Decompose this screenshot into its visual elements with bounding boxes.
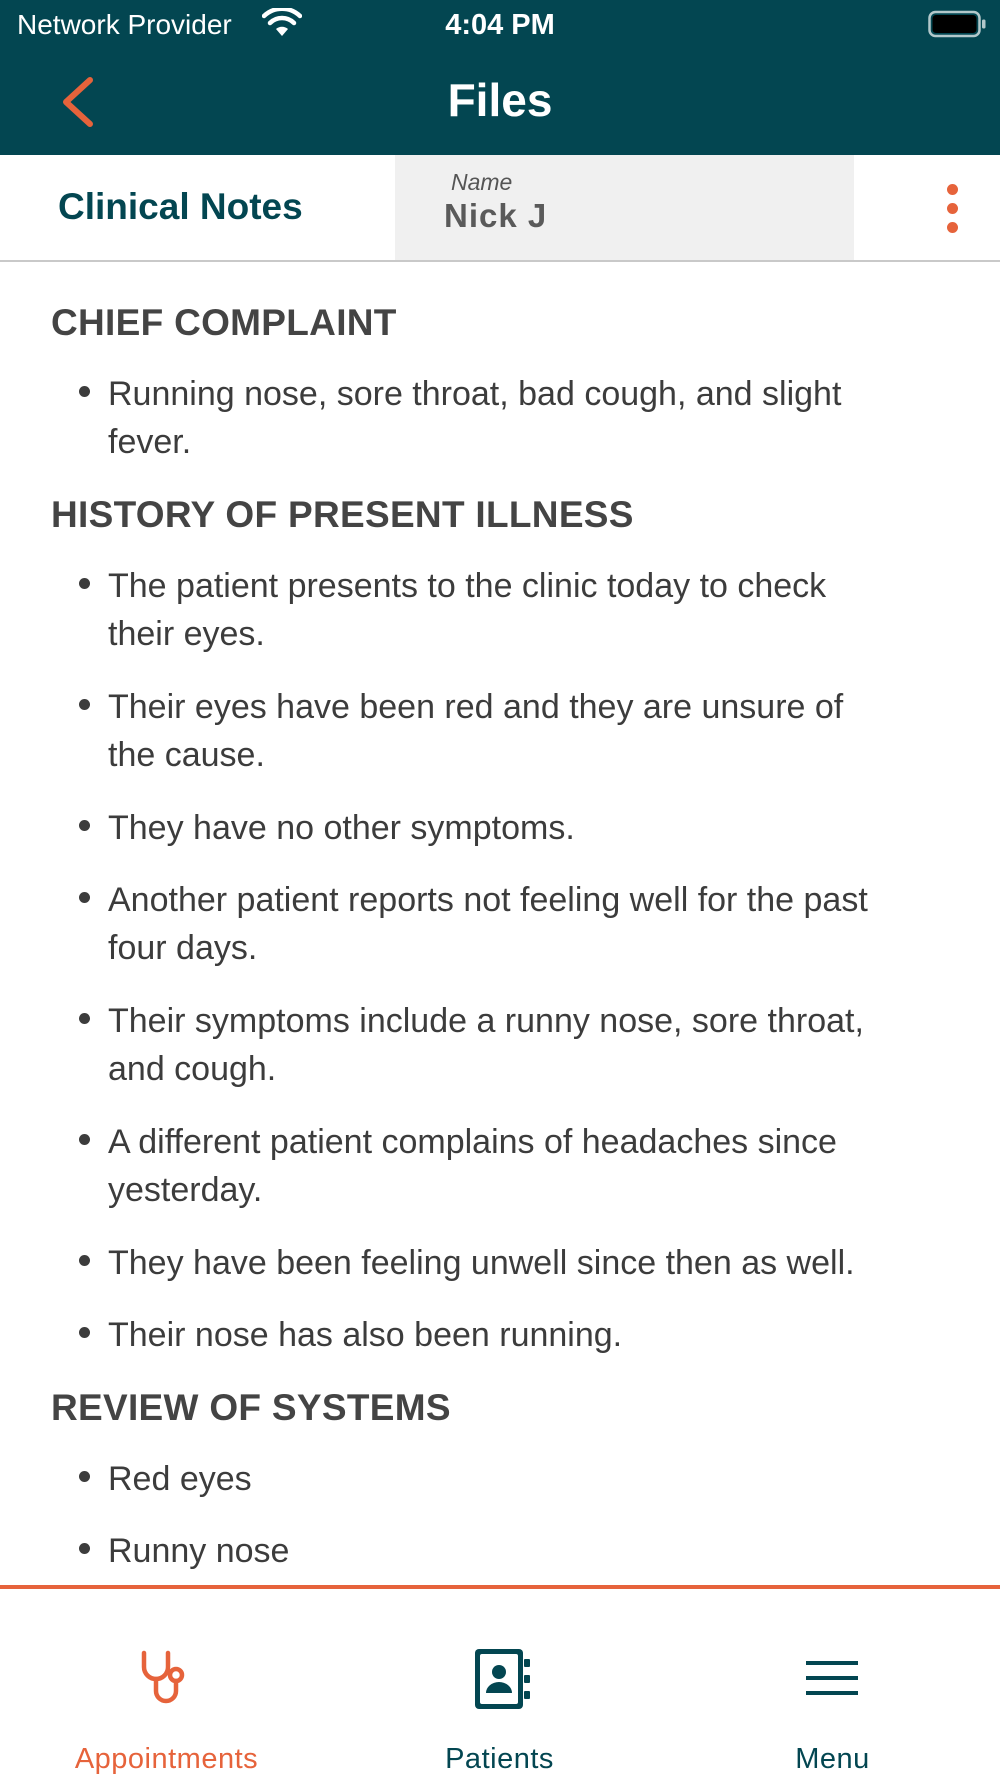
list-item-line: Runny nose bbox=[108, 1532, 290, 1570]
tab-patients[interactable] bbox=[333, 1589, 666, 1778]
list-item-text bbox=[108, 997, 978, 1093]
bullet bbox=[79, 386, 90, 397]
list-item-line: Another patient reports not feeling well for the past bbox=[108, 881, 868, 919]
bullet bbox=[79, 1134, 90, 1145]
list-item-line: Their eyes have been red and they are unsure of bbox=[108, 688, 844, 726]
section-title: Clinical Notes bbox=[58, 186, 303, 227]
top-bar bbox=[0, 0, 1000, 155]
page-title: Files bbox=[447, 74, 553, 126]
list-item-text bbox=[108, 876, 978, 972]
more-vertical-icon-dot bbox=[947, 222, 958, 233]
list-item-text bbox=[108, 1311, 978, 1359]
list-item-line: Red eyes bbox=[108, 1460, 252, 1498]
battery-icon bbox=[928, 10, 986, 38]
bullet bbox=[79, 1255, 90, 1266]
tab-label: Menu bbox=[795, 1743, 870, 1775]
bullet bbox=[79, 1471, 90, 1482]
bottom-tab-bar bbox=[0, 1585, 1000, 1778]
stethoscope-icon bbox=[134, 1647, 198, 1711]
list-item-line: the cause. bbox=[108, 736, 265, 774]
more-vertical-icon bbox=[947, 184, 958, 195]
bullet bbox=[79, 892, 90, 903]
tab-menu[interactable] bbox=[666, 1589, 999, 1778]
sub-header bbox=[0, 155, 1000, 262]
list-item-line: Running nose, sore throat, bad cough, and slight bbox=[108, 375, 842, 413]
patient-name-field bbox=[395, 155, 854, 260]
list-item-line: Their nose has also been running. bbox=[108, 1316, 623, 1354]
bullet bbox=[79, 1013, 90, 1024]
list-item-line: four days. bbox=[108, 929, 258, 967]
name-label: Name bbox=[451, 169, 513, 195]
bullet bbox=[79, 1543, 90, 1554]
list-item-text bbox=[108, 562, 978, 658]
list-item-text bbox=[108, 683, 978, 779]
contacts-icon bbox=[469, 1647, 533, 1711]
hamburger-menu-icon bbox=[802, 1647, 866, 1711]
list-item-line: yesterday. bbox=[108, 1171, 263, 1209]
list-item-text bbox=[108, 1455, 978, 1503]
name-value: Nick J bbox=[444, 197, 548, 234]
list-item-line: A different patient complains of headaches since bbox=[108, 1123, 837, 1161]
bullet bbox=[79, 578, 90, 589]
list-item-text bbox=[108, 804, 978, 852]
list-item-line: They have no other symptoms. bbox=[108, 809, 575, 847]
list-item-text bbox=[108, 1118, 978, 1214]
more-vertical-icon-dot bbox=[947, 203, 958, 214]
list-item-line: Their symptoms include a runny nose, sore throat, bbox=[108, 1002, 864, 1040]
bullet bbox=[79, 820, 90, 831]
list-item-line: The patient presents to the clinic today to check bbox=[108, 567, 827, 605]
section-heading: CHIEF COMPLAINT bbox=[51, 302, 397, 343]
list-item-line: and cough. bbox=[108, 1050, 277, 1088]
list-item-line: fever. bbox=[108, 423, 192, 461]
status-bar bbox=[0, 0, 1000, 50]
section-heading: REVIEW OF SYSTEMS bbox=[51, 1387, 451, 1428]
list-item-line: They have been feeling unwell since then as well. bbox=[108, 1244, 855, 1282]
list-item-line: their eyes. bbox=[108, 615, 265, 653]
bullet bbox=[79, 699, 90, 710]
list-item-text bbox=[108, 370, 978, 466]
tab-label: Patients bbox=[445, 1743, 554, 1775]
section-heading: HISTORY OF PRESENT ILLNESS bbox=[51, 494, 634, 535]
list-item-text bbox=[108, 1239, 978, 1287]
more-options-button[interactable] bbox=[935, 182, 969, 234]
bullet bbox=[79, 1327, 90, 1338]
carrier-name: Network Provider bbox=[17, 9, 232, 40]
tab-label: Appointments bbox=[74, 1743, 259, 1775]
status-time: 4:04 PM bbox=[445, 9, 555, 41]
list-item-text bbox=[108, 1527, 978, 1575]
tab-appointments[interactable] bbox=[0, 1589, 333, 1778]
clinical-note-content[interactable] bbox=[0, 262, 1000, 1587]
